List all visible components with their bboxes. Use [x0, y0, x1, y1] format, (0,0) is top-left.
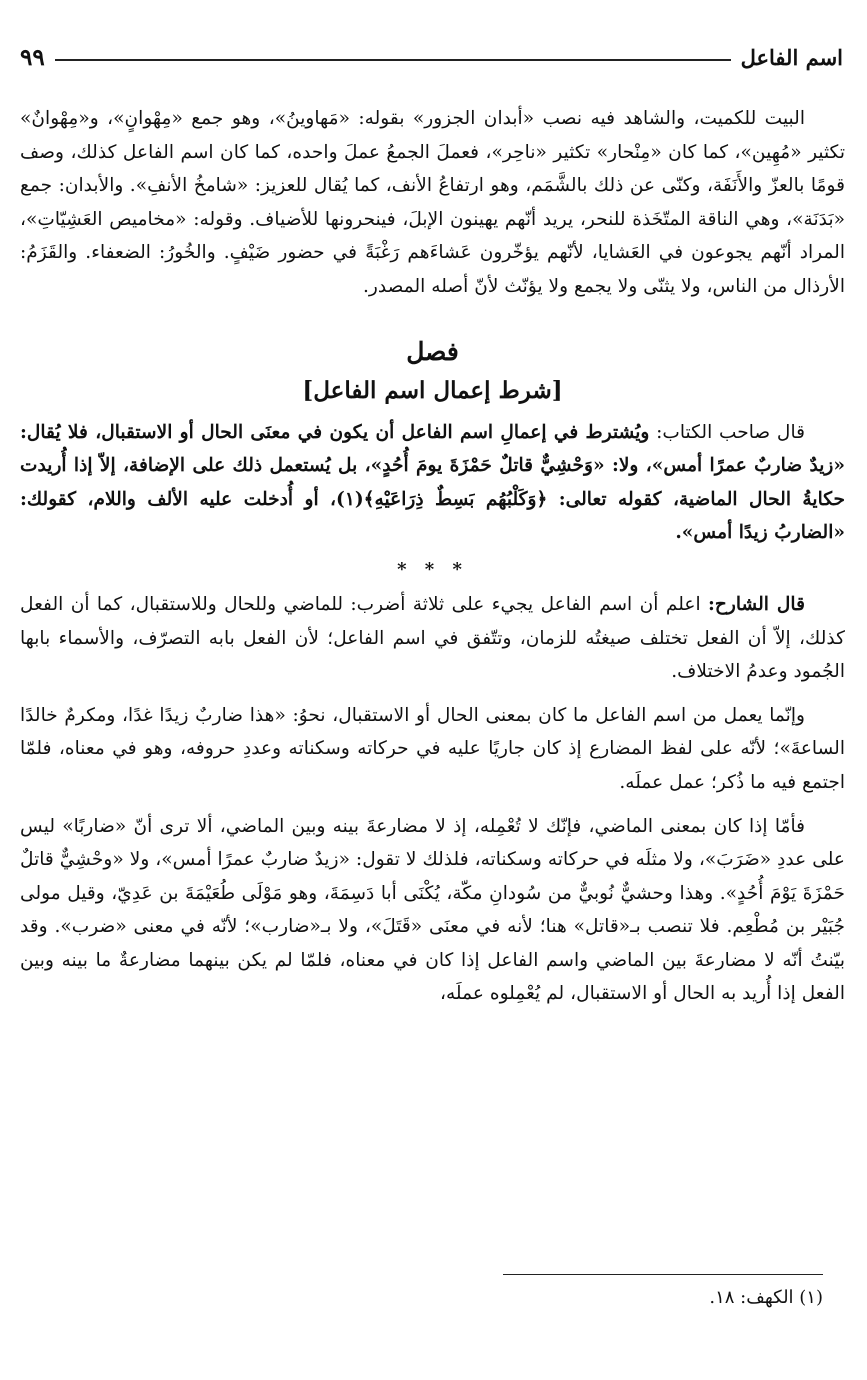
sharh-text-1: اعلم أن اسم الفاعل يجيء على ثلاثة أضرب: للماضي وللحال وللاستقبال، كما أن الفعل كذلك، إلاّ أن الفعل تختلف صيغتُه للزمان، وتتّفق في اسم الفاعل؛ لأن الفعل بابه التصرّف، والأسماء بابها الجُمود وعدمُ الاختلاف. [20, 593, 845, 683]
page-number: ٩٩ [20, 43, 45, 71]
sharh-paragraph-2: وإنّما يعمل من اسم الفاعل ما كان بمعنى الحال أو الاستقبال، نحوُ: «هذا ضاربٌ زيدًا غدًا، ومكرمٌ خالدًا الساعةَ»؛ لأنّه على لفظ المضارع إذ كان جاريًا عليه في حركاته وسكناته وعددِ حروفه، وهو في معناه، فلمّا اجتمع فيه ما ذُكر؛ عمل عملَه. [20, 704, 845, 793]
commentary-paragraph: البيت للكميت، والشاهد فيه نصب «أبدان الجزور» بقوله: «مَهاوينُ»، وهو جمع «مِهْوانٍ»، و«مِهْوانٌ» تكثير «مُهِين»، كما كان «مِنْحار» تكثير «ناحِر»، فعملَ الجمعُ عملَ واحده، كما كان اسم الفاعل كذلك، وصف قومًا بالعزّ والأَنَفَة، وكنّى عن ذلك بالشَّمَم، وهو ارتفاعُ الأنف، كما يُقال للعزيز: «شامخُ الأنفِ». والأبدان: جمع «بَدَنَة»، وهي الناقة المتّخَذة للنحر، يريد أنّهم يهينون الإبلَ، فينحرونها للأضياف. وقوله: «مخاميص العَشِيّاتِ»، المراد أنّهم يجوعون في العَشايا، لأنّهم يؤخّرون عَشاءَهم رَغْبَةً في حضور ضَيْفٍ. والخُورُ: الضعفاء. والقَزَمُ: الأرذال من الناس، ولا يثنّى ولا يجمع ولا يؤنّث لأنّ أصله المصدر. [20, 108, 845, 297]
matn-intro: قال صاحب الكتاب: [656, 421, 805, 443]
running-title: اسم الفاعل [740, 44, 843, 70]
sharh-label: قال الشارح: [708, 593, 805, 615]
sharh-paragraph-1 [20, 588, 845, 689]
header-rule [55, 59, 731, 61]
matn-paragraph [20, 416, 845, 550]
paragraph-gap [20, 689, 845, 699]
page-body [20, 102, 845, 1011]
paragraph-gap [20, 800, 845, 810]
section-heading: فصل [406, 336, 459, 366]
section-separator: * * * [397, 558, 468, 580]
running-header [20, 40, 843, 74]
matn-text: ويُشترط في إعمالِ اسم الفاعل أن يكون في معنَى الحال أو الاستقبال، فلا يُقال: «زيدٌ ضاربٌ عمرًا أمس»، ولا: «وَحْشِيٌّ قاتلٌ حَمْزَةَ يومَ أُحُدٍ»، بل يُستعمل ذلك على الإضافة، إلاّ إذا أُريدت حكايةُ الحال الماضية، كقوله تعالى: ﴿وَكَلْبُهُم بَسِطٌ ذِرَاعَيْهِ﴾(١)، أو أُدخلت عليه الألف واللام، كقولك: «الضاربُ زيدًا أمس». [20, 421, 845, 544]
footnote-rule [503, 1274, 823, 1275]
sharh-paragraph-3: فأمّا إذا كان بمعنى الماضي، فإنّك لا تُعْمِله، إذ لا مضارعةَ بينه وبين الماضي، ألا ترى أنّ «ضاربًا» ليس على عددِ «ضَرَبَ»، ولا مثلَه في حركاته وسكناته، فلذلك لا تقول: «زيدٌ ضاربٌ عمرًا أمس»، ولا «وحْشِيٌّ قاتلٌ حَمْزَةَ يَوْمَ أُحُدٍ». وهذا وحشيٌّ نُوبيٌّ من سُودانِ مكّة، يُكْنَى أبا دَسِمَةَ، وهو مَوْلَى طُعَيْمَةَ بن عَدِيّ، وقيل مولى جُبَيْر بن مُطْعِم. فلا تنصب بـ«قاتل» هنا؛ لأنه في معنَى «قَتَلَ»، ولا بـ«ضارب»؛ لأنّه في معنى «ضرب». وقد بيّنتُ أنّه لا مضارعةَ بين الماضي واسم الفاعل إذا كان في معناه، فلمّا لم يكن بينهما مضارعةٌ ما بينه وبين الفعل إذا أُريد به الحال أو الاستقبال، لم يُعْمِلوه عملَه، [20, 815, 845, 1005]
footnote: (١) الكهف: ١٨. [709, 1287, 823, 1308]
section-subheading: [شرط إعمال اسم الفاعل] [302, 376, 563, 404]
